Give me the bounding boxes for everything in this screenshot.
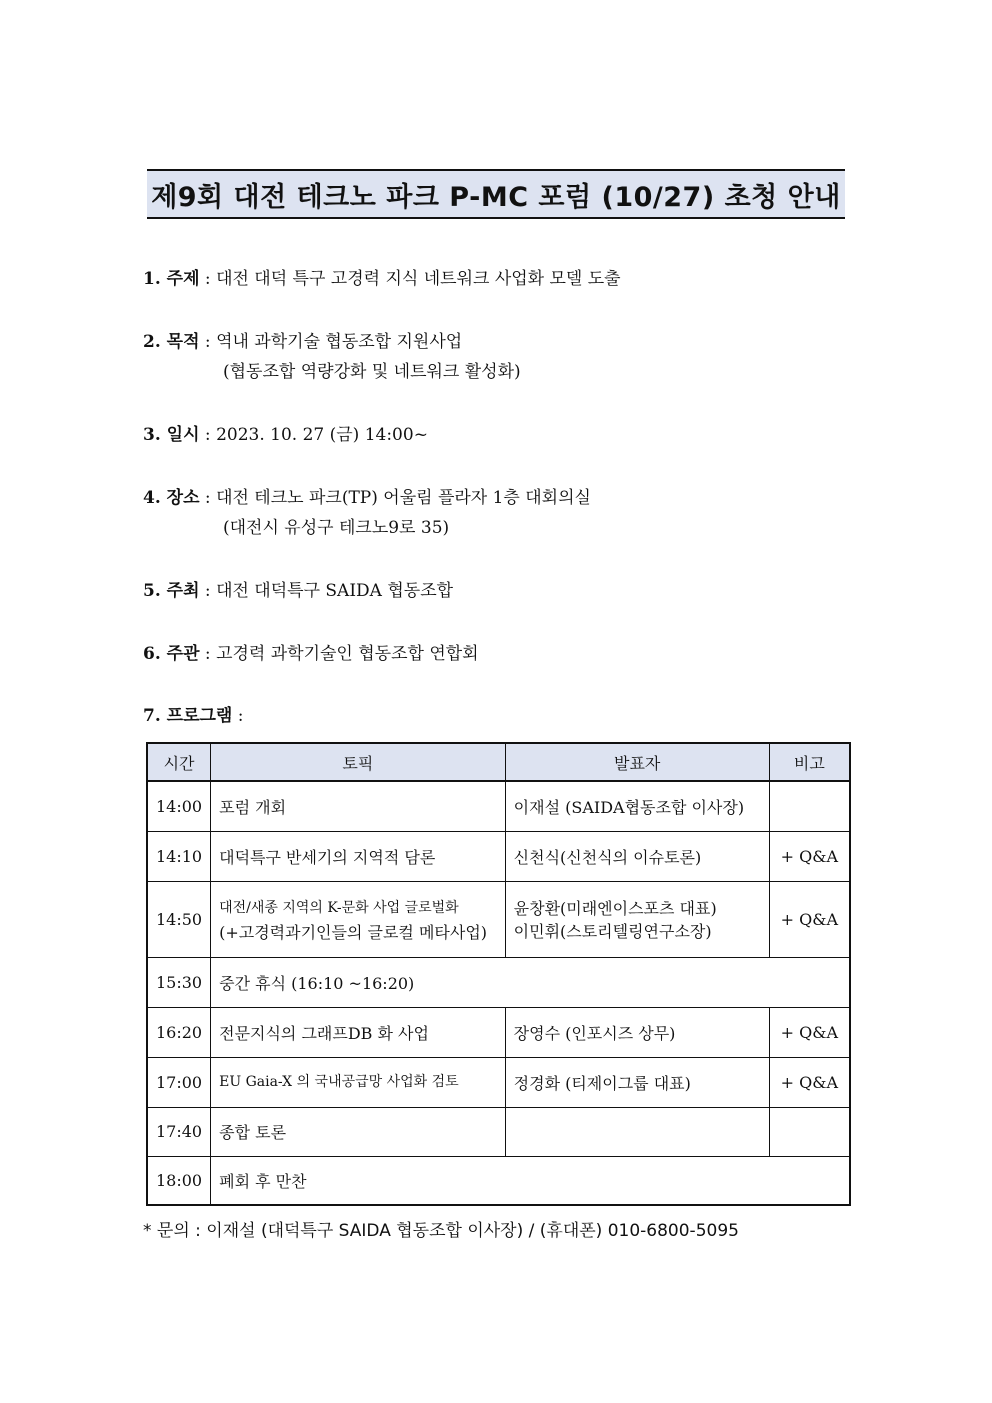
- item-place-value: 대전 테크노 파크(TP) 어울림 플라자 1층 대회의실: [216, 488, 591, 508]
- item-program-sep: :: [232, 706, 244, 726]
- row-topic: 포럼 개회: [211, 781, 506, 831]
- document-title: 제9회 대전 테크노 파크 P-MC 포럼 (10/27) 초청 안내: [147, 169, 845, 219]
- table-row: [147, 781, 850, 831]
- row-speaker-line2: 이민휘(스토리텔링연구소장): [513, 922, 712, 941]
- item-place: [143, 483, 591, 543]
- row-topic-line1: 대전/새종 지역의 K-문화 사업 글로벌화: [219, 899, 459, 916]
- row-time: 14:10: [147, 831, 211, 881]
- item-topic-sep: :: [199, 269, 217, 289]
- table-row: [147, 957, 850, 1007]
- row-note: [769, 781, 850, 831]
- row-speaker: [505, 1107, 769, 1156]
- row-time: 17:40: [147, 1107, 211, 1156]
- row-time: 16:20: [147, 1007, 211, 1057]
- item-organizer-value: 고경력 과학기술인 협동조합 연합회: [216, 644, 479, 664]
- table-header-row: [147, 743, 850, 781]
- row-speaker: 정경화 (티제이그룹 대표): [505, 1057, 769, 1107]
- row-topic: [211, 881, 506, 957]
- row-topic: 전문지식의 그래프DB 화 사업: [211, 1007, 506, 1057]
- item-organizer-label: 6. 주관: [143, 644, 200, 664]
- item-purpose: [143, 327, 521, 387]
- item-place-label: 4. 장소: [143, 488, 200, 508]
- item-date-label: 3. 일시: [143, 425, 200, 445]
- row-topic: 폐회 후 만찬: [211, 1156, 850, 1205]
- row-time: 15:30: [147, 957, 211, 1007]
- table-row: [147, 1107, 850, 1156]
- row-speaker: 이재설 (SAIDA협동조합 이사장): [505, 781, 769, 831]
- item-date-sep: :: [199, 425, 217, 445]
- header-speaker: 발표자: [505, 743, 769, 781]
- item-purpose-value: 역내 과학기술 협동조합 지원사업: [216, 332, 463, 352]
- item-topic-label: 1. 주제: [143, 269, 200, 289]
- row-topic: 대덕특구 반세기의 지역적 담론: [211, 831, 506, 881]
- item-place-value2: (대전시 유성구 테크노9로 35): [223, 518, 450, 538]
- item-host-value: 대전 대덕특구 SAIDA 협동조합: [216, 581, 454, 601]
- header-note: 비고: [769, 743, 850, 781]
- item-program-label: 7. 프로그램: [143, 706, 233, 726]
- row-note: [769, 1107, 850, 1156]
- row-time: 14:00: [147, 781, 211, 831]
- row-speaker: 신천식(신천식의 이슈토론): [505, 831, 769, 881]
- item-organizer-sep: :: [199, 644, 217, 664]
- item-program: [143, 701, 244, 731]
- table-row: [147, 881, 850, 957]
- row-note: + Q&A: [769, 831, 850, 881]
- row-topic-line2: (+고경력과기인들의 글로컬 메타사업): [219, 922, 488, 942]
- table-row: [147, 831, 850, 881]
- item-purpose-value2: (협동조합 역량강화 및 네트워크 활성화): [223, 362, 521, 382]
- item-place-sep: :: [199, 488, 217, 508]
- row-note: + Q&A: [769, 1057, 850, 1107]
- row-speaker-line1: 윤창환(미래엔이스포츠 대표): [513, 899, 717, 918]
- row-topic: 종합 토론: [211, 1107, 506, 1156]
- table-row: [147, 1156, 850, 1205]
- item-host-sep: :: [199, 581, 217, 601]
- item-date-value: 2023. 10. 27 (금) 14:00~: [216, 425, 428, 445]
- row-time: 18:00: [147, 1156, 211, 1205]
- header-time: 시간: [147, 743, 211, 781]
- row-topic: EU Gaia-X 의 국내공급망 사업화 검토: [211, 1057, 506, 1107]
- contact-note: * 문의 : 이재설 (대덕특구 SAIDA 협동조합 이사장) / (휴대폰) 010-6800-5095: [143, 1221, 739, 1241]
- item-purpose-label: 2. 목적: [143, 332, 200, 352]
- item-host-label: 5. 주최: [143, 581, 200, 601]
- row-time: 17:00: [147, 1057, 211, 1107]
- item-topic-value: 대전 대덕 특구 고경력 지식 네트워크 사업화 모델 도출: [216, 269, 621, 289]
- item-organizer: [143, 639, 479, 669]
- item-topic: [143, 264, 621, 294]
- item-host: [143, 576, 453, 606]
- row-time: 14:50: [147, 881, 211, 957]
- row-speaker: 장영수 (인포시즈 상무): [505, 1007, 769, 1057]
- table-row: [147, 1057, 850, 1107]
- row-note: + Q&A: [769, 1007, 850, 1057]
- header-topic: 토픽: [211, 743, 506, 781]
- row-speaker: [505, 881, 769, 957]
- row-note: + Q&A: [769, 881, 850, 957]
- table-row: [147, 1007, 850, 1057]
- item-date: [143, 420, 428, 450]
- row-topic: 중간 휴식 (16:10 ~16:20): [211, 957, 850, 1007]
- program-table: [146, 742, 851, 1206]
- item-purpose-sep: :: [199, 332, 217, 352]
